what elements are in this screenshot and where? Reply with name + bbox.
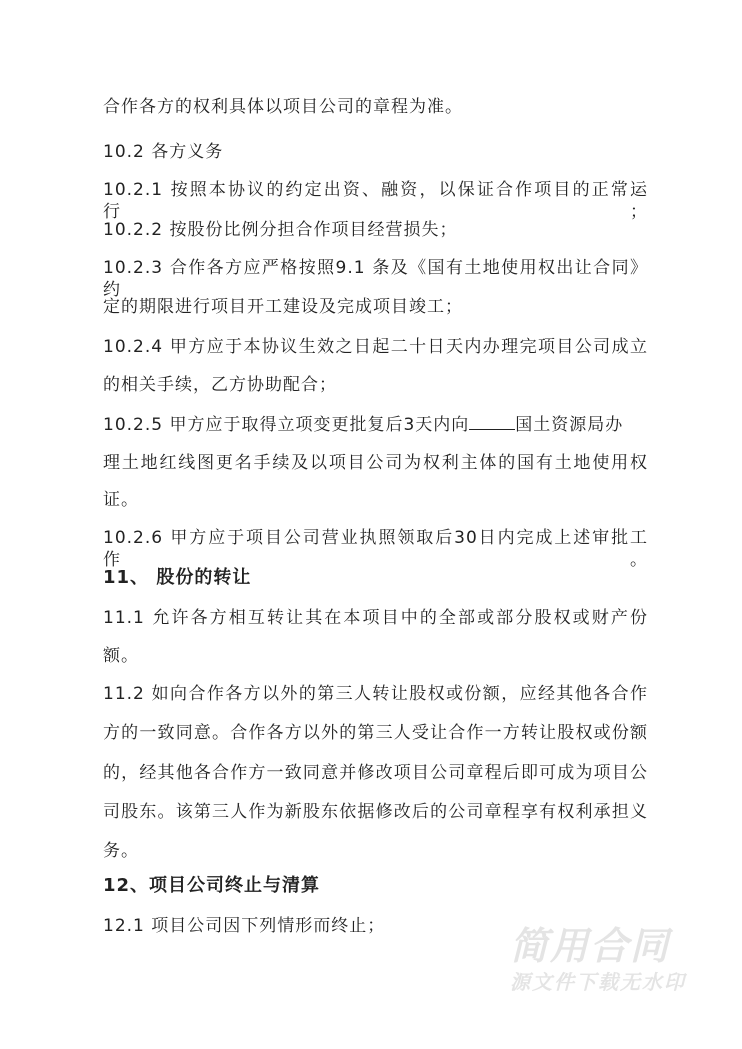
paragraph-line xyxy=(103,413,623,436)
paragraph-line: 务。 xyxy=(103,841,139,861)
paragraph-line: 理土地红线图更名手续及以项目公司为权利主体的国有土地使用权 xyxy=(103,453,648,473)
paragraph-line: 的，经其他各合作方一致同意并修改项目公司章程后即可成为项目公 xyxy=(103,763,648,783)
paragraph-line: 方的一致同意。合作各方以外的第三人受让合作一方转让股权或份额 xyxy=(103,723,648,743)
paragraph-line: 10.2.3 合作各方应严格按照9.1 条及《国有土地使用权出让合同》约 xyxy=(103,258,648,300)
blank-fill-line xyxy=(469,413,515,430)
paragraph-line: 10.2.2 按股份比例分担合作项目经营损失； xyxy=(103,220,458,240)
clause-text: 10.2.5 甲方应于取得立项变更批复后3天内向 xyxy=(103,415,470,435)
section-heading: 11、 股份的转让 xyxy=(103,567,252,588)
paragraph-line: 10.2.6 甲方应于项目公司营业执照领取后30日内完成上述审批工作。 xyxy=(103,528,648,570)
paragraph-line: 10.2.1 按照本协议的约定出资、融资，以保证合作项目的正常运行； xyxy=(103,180,648,222)
clause-text: 国土资源局办 xyxy=(515,415,624,435)
watermark-subtitle: 源文件下载无水印 xyxy=(510,970,686,994)
paragraph-line: 10.2.4 甲方应于本协议生效之日起二十日天内办理完项目公司成立 xyxy=(103,337,648,357)
watermark-title: 简用合同 xyxy=(510,924,671,968)
paragraph-line: 12.1 项目公司因下列情形而终止； xyxy=(103,916,386,936)
paragraph-line: 额。 xyxy=(103,646,139,666)
paragraph-line: 11.2 如向合作各方以外的第三人转让股权或份额，应经其他各合作 xyxy=(103,684,648,704)
paragraph-line: 的相关手续，乙方协助配合； xyxy=(103,375,337,395)
section-heading: 10.2 各方义务 xyxy=(103,142,224,162)
paragraph-line: 司股东。该第三人作为新股东依据修改后的公司章程享有权利承担义 xyxy=(103,802,648,822)
paragraph-line: 11.1 允许各方相互转让其在本项目中的全部或部分股权或财产份 xyxy=(103,608,648,628)
section-heading: 12、项目公司终止与清算 xyxy=(103,875,321,896)
paragraph-line: 定的期限进行项目开工建设及完成项目竣工； xyxy=(103,297,463,317)
paragraph-line: 合作各方的权利具体以项目公司的章程为准。 xyxy=(103,97,463,117)
paragraph-line: 证。 xyxy=(103,490,139,510)
